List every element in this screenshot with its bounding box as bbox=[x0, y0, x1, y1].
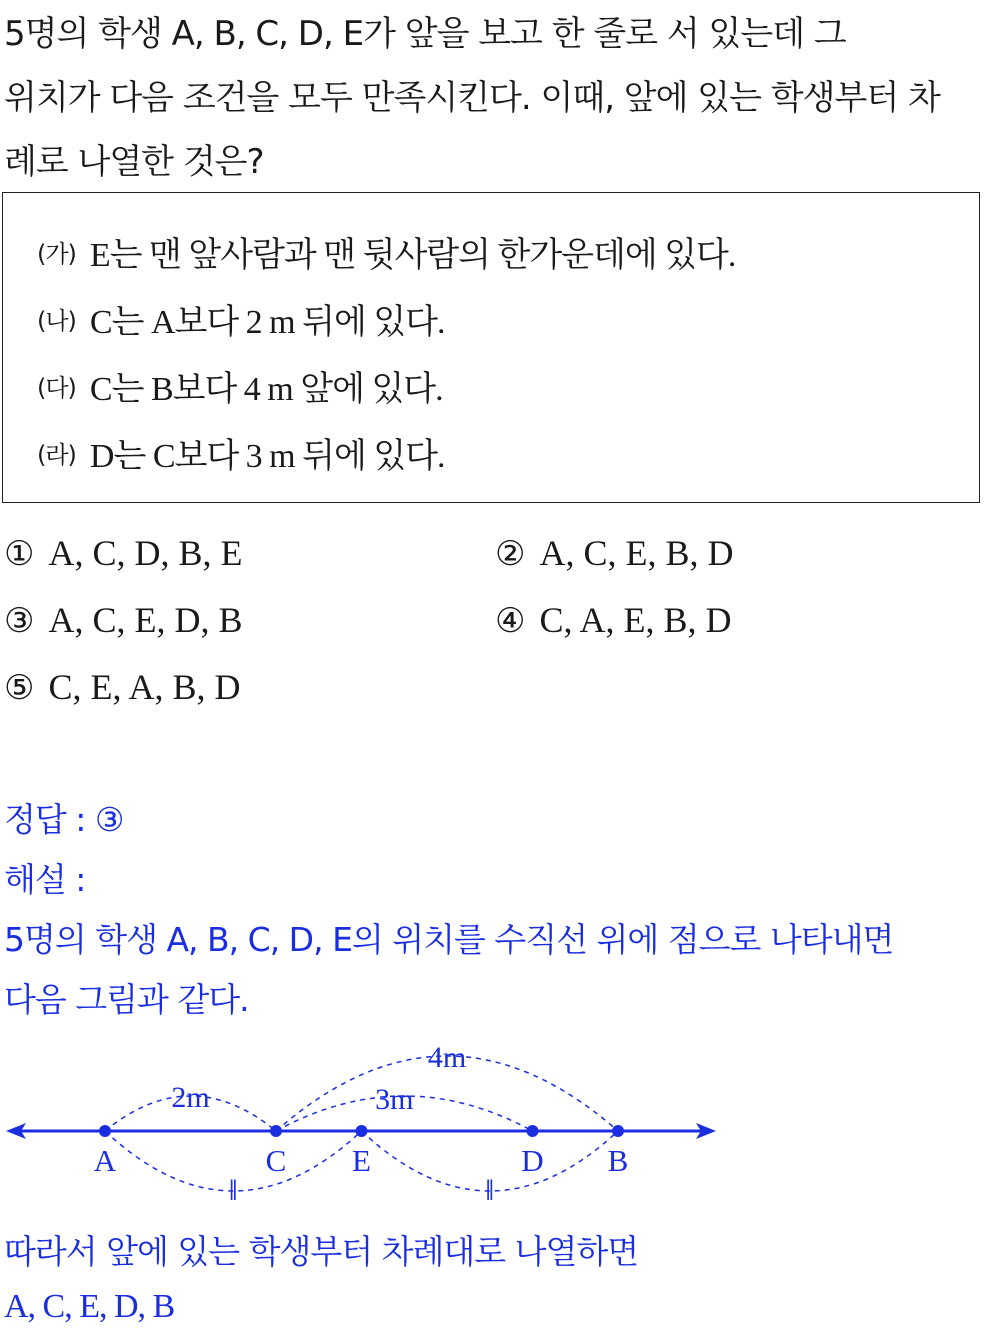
choice-number: ⑤ bbox=[4, 668, 35, 708]
choice-number: ① bbox=[4, 534, 35, 574]
condition-ga bbox=[37, 227, 735, 276]
point-label-b: B bbox=[607, 1143, 629, 1178]
condition-da bbox=[37, 361, 443, 410]
condition-label: (나) bbox=[37, 307, 76, 335]
condition-text: C는 B보다 4 m 앞에 있다. bbox=[89, 371, 443, 408]
conditions-box bbox=[2, 192, 980, 503]
point-label-e: E bbox=[352, 1143, 371, 1178]
question-line-2: 위치가 다음 조건을 모두 만족시킨다. 이때, 앞에 있는 학생부터 차 bbox=[4, 78, 940, 118]
condition-text: D는 C보다 3 m 뒤에 있다. bbox=[89, 438, 445, 475]
point-label-c: C bbox=[265, 1143, 287, 1178]
equal-mark-ae: ‖ bbox=[228, 1176, 239, 1200]
equal-mark-eb: ‖ bbox=[484, 1176, 495, 1200]
point-e bbox=[356, 1125, 368, 1137]
choice-2[interactable] bbox=[495, 532, 734, 574]
explanation-line-2: 다음 그림과 같다. bbox=[4, 980, 249, 1019]
final-order: A, C, E, D, B bbox=[4, 1288, 175, 1325]
choice-text: A, C, D, B, E bbox=[48, 533, 243, 573]
number-line-diagram bbox=[0, 1040, 740, 1210]
conclusion-line: 따라서 앞에 있는 학생부터 차례대로 나열하면 bbox=[4, 1232, 639, 1271]
condition-label: (라) bbox=[37, 441, 76, 469]
point-label-d: D bbox=[521, 1143, 544, 1178]
choice-3[interactable] bbox=[4, 599, 243, 641]
answer-line: 정답 : ③ bbox=[4, 800, 124, 839]
condition-text: E는 맨 앞사람과 맨 뒷사람의 한가운데에 있다. bbox=[89, 237, 736, 274]
condition-label: (다) bbox=[37, 374, 76, 402]
choice-text: C, A, E, B, D bbox=[539, 600, 732, 640]
condition-label: (가) bbox=[37, 240, 76, 268]
choice-text: C, E, A, B, D bbox=[48, 667, 241, 707]
distance-label-ac: 2m bbox=[171, 1081, 210, 1114]
point-b bbox=[612, 1125, 624, 1137]
choice-text: A, C, E, D, B bbox=[48, 600, 243, 640]
question-line-3: 례로 나열한 것은? bbox=[4, 142, 264, 182]
explanation-label: 해설 : bbox=[4, 860, 86, 899]
point-label-a: A bbox=[93, 1143, 117, 1178]
choice-number: ④ bbox=[495, 601, 526, 641]
condition-text: C는 A보다 2 m 뒤에 있다. bbox=[89, 304, 445, 341]
choice-5[interactable] bbox=[4, 666, 241, 708]
choice-4[interactable] bbox=[495, 599, 732, 641]
point-d bbox=[527, 1125, 539, 1137]
question-line-1: 5명의 학생 A, B, C, D, E가 앞을 보고 한 줄로 서 있는데 그 bbox=[4, 14, 846, 54]
question-text bbox=[4, 2, 989, 194]
choice-text: A, C, E, B, D bbox=[539, 533, 734, 573]
choice-1[interactable] bbox=[4, 532, 243, 574]
distance-label-cd: 3m bbox=[375, 1083, 414, 1116]
explanation-line-1: 5명의 학생 A, B, C, D, E의 위치를 수직선 위에 점으로 나타내면 bbox=[4, 920, 894, 959]
distance-label-cb: 4m bbox=[427, 1041, 467, 1074]
point-a bbox=[99, 1125, 111, 1137]
choice-number: ② bbox=[495, 534, 526, 574]
choice-number: ③ bbox=[4, 601, 35, 641]
condition-na bbox=[37, 294, 445, 343]
condition-ra bbox=[37, 428, 445, 477]
point-c bbox=[270, 1125, 282, 1137]
